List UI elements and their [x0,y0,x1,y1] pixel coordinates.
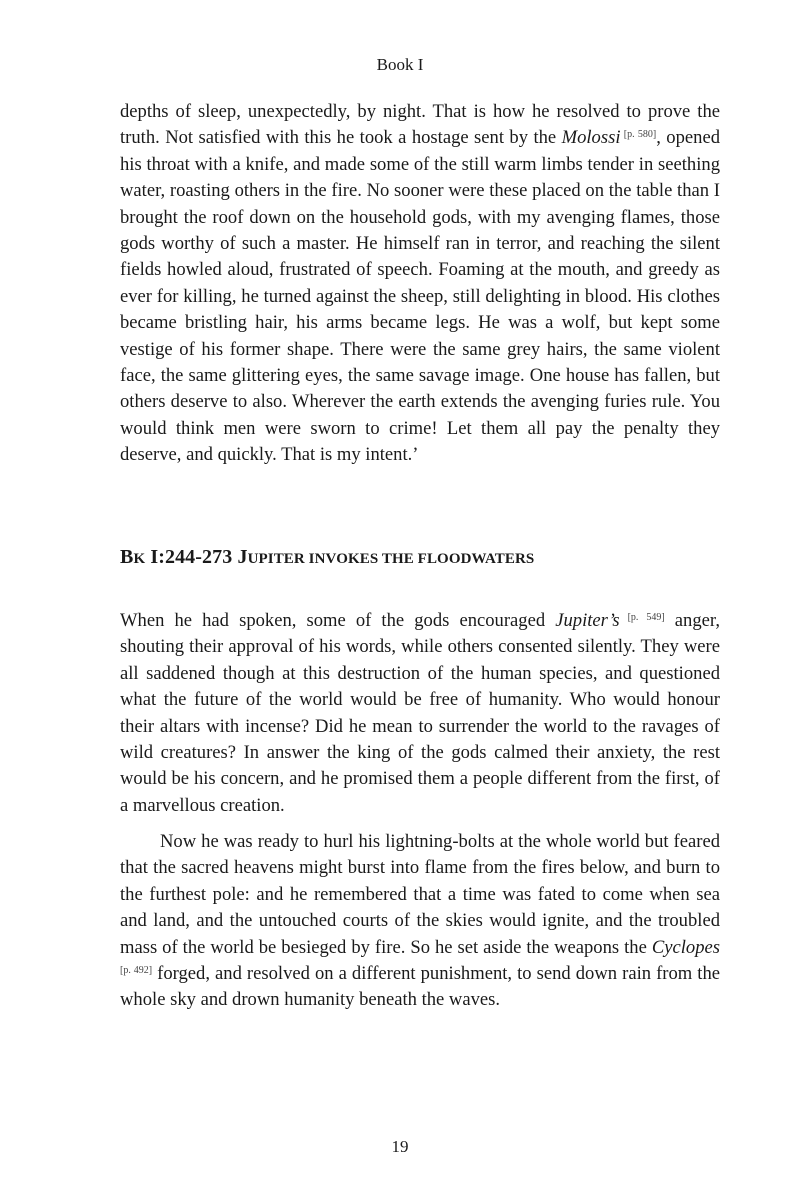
page-reference[interactable]: [p. 580] [623,129,657,141]
paragraph-text: forged, and resolved on a different punishment, to send down rain from the whole sky and drown humanity beneath the waves. [120,963,720,1011]
page-number: 19 [391,1137,409,1156]
running-head: Book I [376,55,424,74]
paragraph-text: When he had spoken, some of the gods encouraged [120,610,556,631]
paragraph-text: anger, shouting their approval of his words, while others consented silently. They were all saddened though at this destruction of the human species, and questioned what the future of the world would be free of humanity. Who would honour their altars with incense? Did he mean to surrender the world to the ravages of wild creatures? In answer the king of the gods calmed their anxiety, the rest would be his concern, and he promised them a people different from the first, of a marvellous creation. [120,610,720,816]
paragraph-lycaon [120,99,720,469]
section-heading: BK I:244-273 JUPITER INVOKES THE FLOODWATERS [120,546,535,568]
paragraph-gods-respond [120,608,720,819]
page-reference[interactable]: [p. 549] [627,612,665,623]
paragraph-flood-decision [120,829,720,1014]
paragraph-text: Now he was ready to hurl his lightning-bolts at the whole world but feared that the sacred heavens might burst into flame from the fires below, and burn to the furthest pole: and he remembered that a time was fated to come when sea and land, and the untouched courts of the skies would ignite, and the troubled mass of the world be besieged by fire. So he set aside the weapons the [120,831,720,958]
name-link-jupiter[interactable]: Jupiter’s [555,610,620,631]
name-link-cyclopes[interactable]: Cyclopes [651,936,720,958]
name-link-molossi[interactable]: Molossi [561,127,621,149]
page-reference[interactable]: [p. 492] [120,965,153,977]
paragraph-text: depths of sleep, unexpectedly, by night. That is how he resolved to prove the truth. Not satisfied with this he took a hostage sent by the [120,101,720,149]
paragraph-text: , opened his throat with a knife, and made some of the still warm limbs tender in seething water, roasting others in the fire. No sooner were these placed on the table than I brought the roof down on the household gods, with my avenging flames, those gods worthy of such a master. He himself ran in terror, and reaching the silent fields howled aloud, frustrated of speech. Foaming at the mouth, and greedy as ever for killing, he turned against the sheep, still delighting in blood. His clothes became bristling hair, his arms became legs. He was a wolf, but kept some vestige of his former shape. There were the same grey hairs, the same violent face, the same glittering eyes, the same savage image. One house has fallen, but others deserve to also. Wherever the earth extends the avenging furies rule. You would think men were sworn to crime! Let them all pay the penalty they deserve, and quickly. That is my intent.’ [120,127,720,466]
